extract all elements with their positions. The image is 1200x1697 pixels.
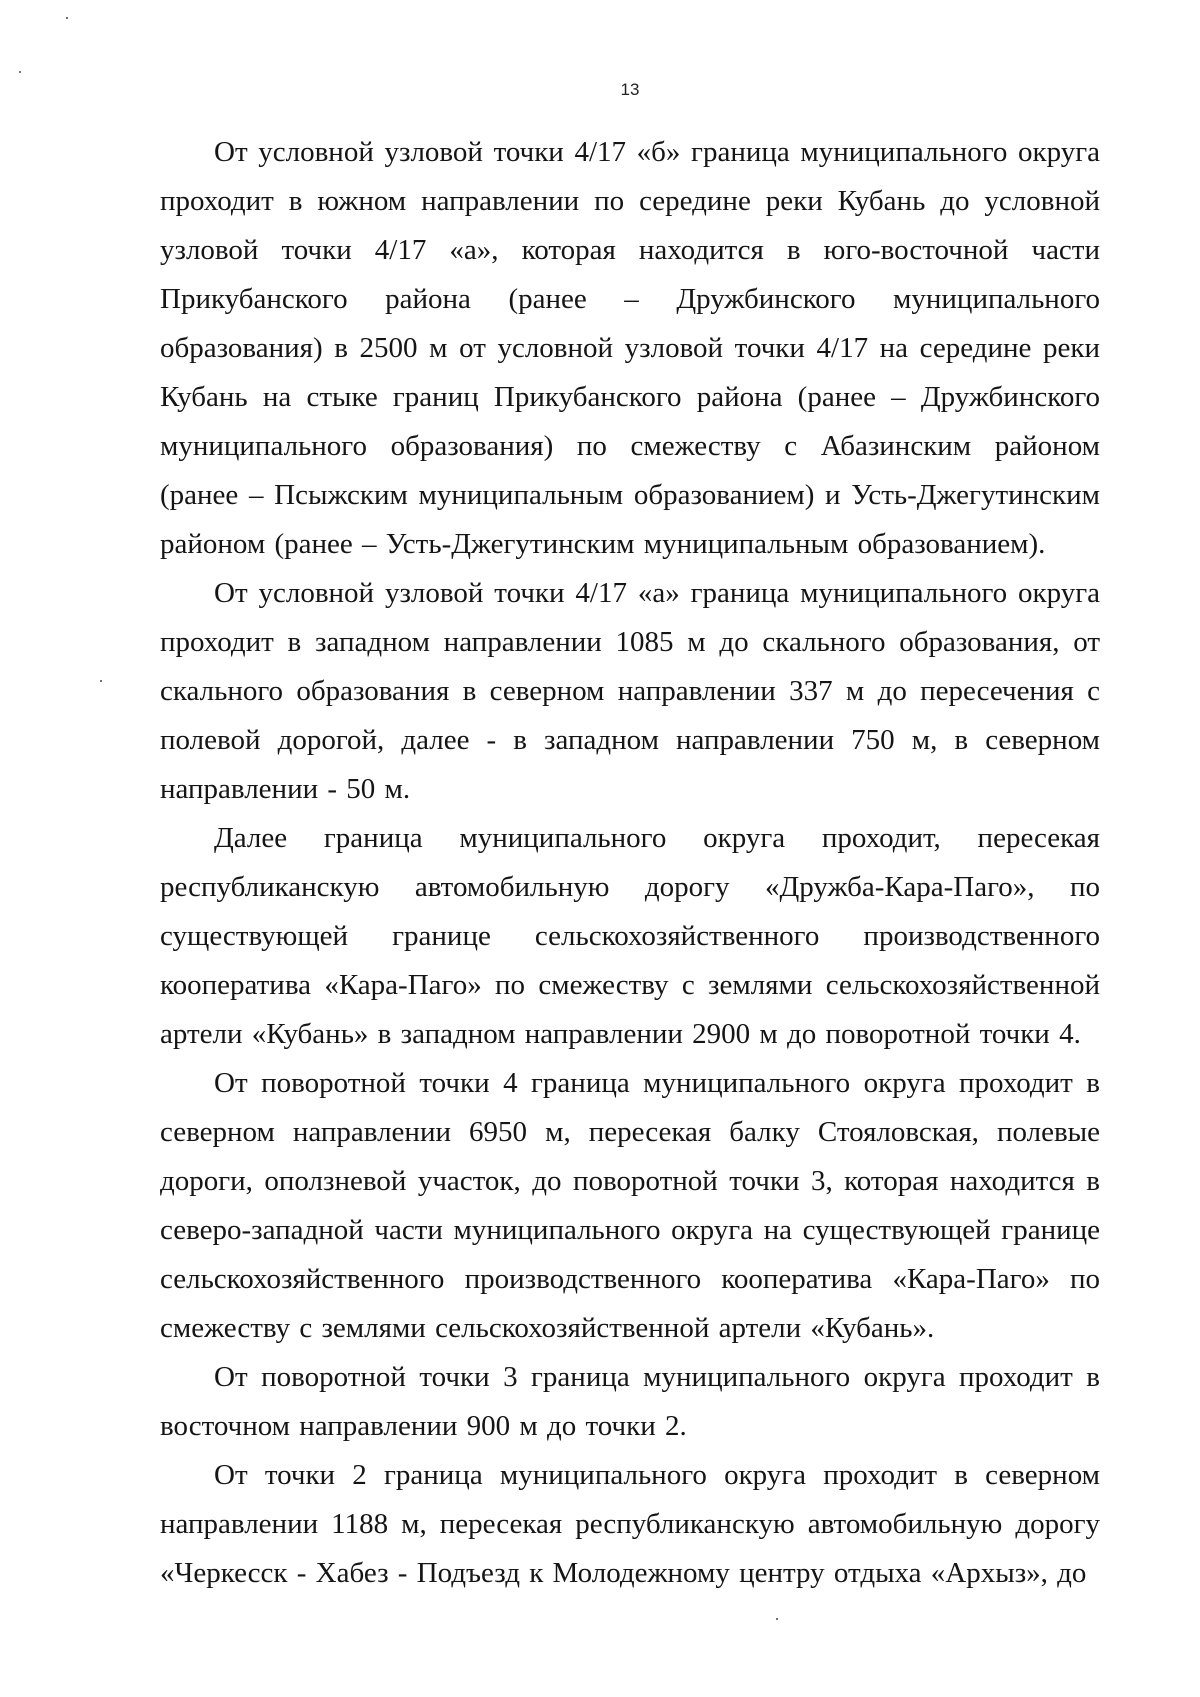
page-number: 13 <box>620 80 640 99</box>
paragraph-4: От поворотной точки 4 граница муниципального округа проходит в северном направлении 6950 м, пересекая балку Стояловская, полевые дороги, оползневой участок, до поворотной точки 3, которая находится в северо-западной части муниципального округа на существующей границе сельскохозяйственного производственного кооператива «Кара-Паго» по смежеству с землями сельскохозяйственной артели «Кубань». <box>160 1067 1100 1344</box>
scan-speck-3 <box>100 680 102 682</box>
paragraph-3: Далее граница муниципального округа проходит, пересекая республиканскую автомобильную дорогу «Дружба-Кара-Паго», по существующей границе сельскохозяйственного производственного кооператива «Кара-Паго» по смежеству с землями сельскохозяйственной артели «Кубань» в западном направлении 2900 м до поворотной точки 4. <box>160 822 1100 1050</box>
paragraph-6: От точки 2 граница муниципального округа проходит в северном направлении 1188 м, пересекая республиканскую автомобильную дорогу «Черкесск - Хабез - Подъезд к Молодежному центру отдыха «Архыз», до <box>160 1459 1100 1589</box>
scan-speck-4 <box>776 1618 778 1620</box>
scan-speck-1 <box>66 17 68 19</box>
document-body <box>160 128 1100 1598</box>
paragraph-1: От условной узловой точки 4/17 «б» граница муниципального округа проходит в южном направлении по середине реки Кубань до условной узловой точки 4/17 «а», которая находится в юго-восточной части Прикубанского района (ранее – Дружбинского муниципального образования) в 2500 м от условной узловой точки 4/17 на середине реки Кубань на стыке границ Прикубанского района (ранее – Дружбинского муниципального образования) по смежеству с Абазинским районом (ранее – Псыжским муниципальным образованием) и Усть-Джегутинским районом (ранее – Усть-Джегутинским муниципальным образованием). <box>160 136 1100 560</box>
scan-speck-2 <box>19 71 21 73</box>
paragraph-5: От поворотной точки 3 граница муниципального округа проходит в восточном направлении 900 м до точки 2. <box>160 1361 1100 1442</box>
paragraph-2: От условной узловой точки 4/17 «а» граница муниципального округа проходит в западном направлении 1085 м до скального образования, от скального образования в северном направлении 337 м до пересечения с полевой дорогой, далее - в западном направлении 750 м, в северном направлении - 50 м. <box>160 577 1100 805</box>
